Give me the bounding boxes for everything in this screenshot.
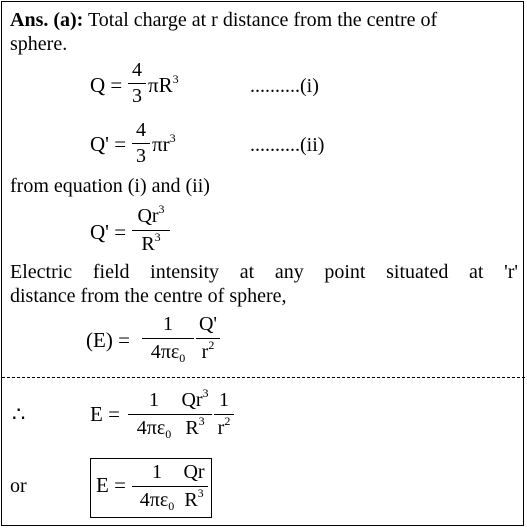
eq5-f3-den-exp: 2 <box>224 414 231 428</box>
eq2-frac-bar <box>132 143 150 144</box>
eq6-f2-num: Qr <box>183 461 205 483</box>
eq3-den-exp: 3 <box>154 230 161 244</box>
eq1-frac-bar <box>128 83 146 84</box>
eq3-den-base: R <box>141 233 155 255</box>
eq6-f2-den-base: R <box>184 489 198 511</box>
answer-label: Ans. (a): <box>10 9 84 31</box>
eq2-fraction <box>132 118 150 168</box>
eq5-f2-num-base: Qr <box>181 389 203 411</box>
eq5-f2-num-exp: 3 <box>202 386 209 400</box>
eq1-rhs <box>148 73 179 98</box>
eq1-frac-num: 4 <box>132 59 142 81</box>
eq5-f1-bar <box>128 414 180 415</box>
eq5-f3-den-base: r <box>217 417 225 439</box>
eq2-tag: ..........(ii) <box>250 134 325 156</box>
eq4-f2-den-exp: 2 <box>208 338 215 352</box>
eq4-f1-den <box>142 341 194 365</box>
intro-text-1: Total charge at r distance from the centre of <box>87 9 438 31</box>
eq6-fraction-2 <box>180 460 208 514</box>
eq4-lhs: (E) = <box>86 328 130 352</box>
field-text-line-1: Electric field intensity at any point situated at 'r' <box>10 261 518 283</box>
eq3-frac-num <box>132 202 170 227</box>
eq3-num-base: Qr <box>137 205 159 227</box>
eq1-rhs-exp: 3 <box>172 72 179 86</box>
eq6-fraction-1 <box>132 460 182 514</box>
eq2-frac-den: 3 <box>136 145 146 167</box>
from-equation-text: from equation (i) and (ii) <box>10 175 210 197</box>
eq5-f1-den <box>128 417 180 441</box>
eq4-fraction-2 <box>196 312 220 366</box>
intro-line-2: sphere. <box>10 33 68 55</box>
eq3-fraction <box>132 204 170 258</box>
eq2-rhs-base: πr <box>152 132 170 156</box>
eq5-f2-den-base: R <box>185 417 199 439</box>
eq4-f1-bar <box>142 338 194 339</box>
section-divider <box>2 377 525 378</box>
eq5-f1-den-base: 4πε <box>136 417 166 439</box>
eq6-f1-den-base: 4πε <box>139 489 169 511</box>
eq5-f1-den-sub: 0 <box>165 427 172 441</box>
intro-line-1 <box>10 8 437 32</box>
eq4-f2-den <box>196 338 220 363</box>
eq5-fraction-3 <box>214 388 234 442</box>
eq6-f1-bar <box>132 486 182 487</box>
eq5-fraction-1 <box>128 388 180 442</box>
eq4-f1-den-sub: 0 <box>179 351 186 365</box>
eq6-f2-den-exp: 3 <box>197 486 204 500</box>
eq2-rhs-exp: 3 <box>169 131 176 145</box>
eq2-rhs <box>152 132 176 157</box>
eq3-frac-bar <box>132 230 170 231</box>
eq6-f1-den <box>132 489 182 513</box>
eq5-f2-den <box>178 414 212 439</box>
eq4-f1-den-base: 4πε <box>150 341 180 363</box>
eq6-lhs: E = <box>96 473 126 497</box>
eq6-f2-den <box>180 486 208 511</box>
eq5-f2-bar <box>178 414 212 415</box>
eq4-f1-num: 1 <box>163 313 173 335</box>
eq2-frac-num: 4 <box>136 119 146 141</box>
eq5-f3-num: 1 <box>219 389 229 411</box>
therefore-symbol: ∴ <box>12 402 26 426</box>
eq5-f2-den-exp: 3 <box>198 414 205 428</box>
eq4-f2-num: Q' <box>198 313 218 335</box>
eq1-frac-den: 3 <box>132 85 142 107</box>
or-text: or <box>10 475 27 497</box>
eq4-fraction-1 <box>142 312 194 366</box>
eq3-lhs: Q' = <box>90 220 127 244</box>
eq3-num-exp: 3 <box>158 202 165 216</box>
eq5-f1-num: 1 <box>149 389 159 411</box>
eq5-lhs: E = <box>90 402 120 426</box>
eq5-fraction-2 <box>178 388 212 442</box>
eq3-frac-den <box>132 230 170 255</box>
eq1-rhs-base: πR <box>148 73 173 97</box>
field-text-line-2: distance from the centre of sphere, <box>10 285 287 307</box>
eq5-f3-den <box>214 414 234 439</box>
eq6-f1-den-sub: 0 <box>168 499 175 513</box>
eq1-tag: ..........(i) <box>250 75 319 97</box>
eq2-lhs: Q' = <box>90 132 127 156</box>
eq1-lhs: Q = <box>90 73 123 97</box>
eq4-f2-den-base: r <box>201 341 209 363</box>
eq1-fraction <box>128 58 146 108</box>
eq5-f2-num <box>178 386 212 411</box>
eq6-f1-num: 1 <box>152 461 162 483</box>
